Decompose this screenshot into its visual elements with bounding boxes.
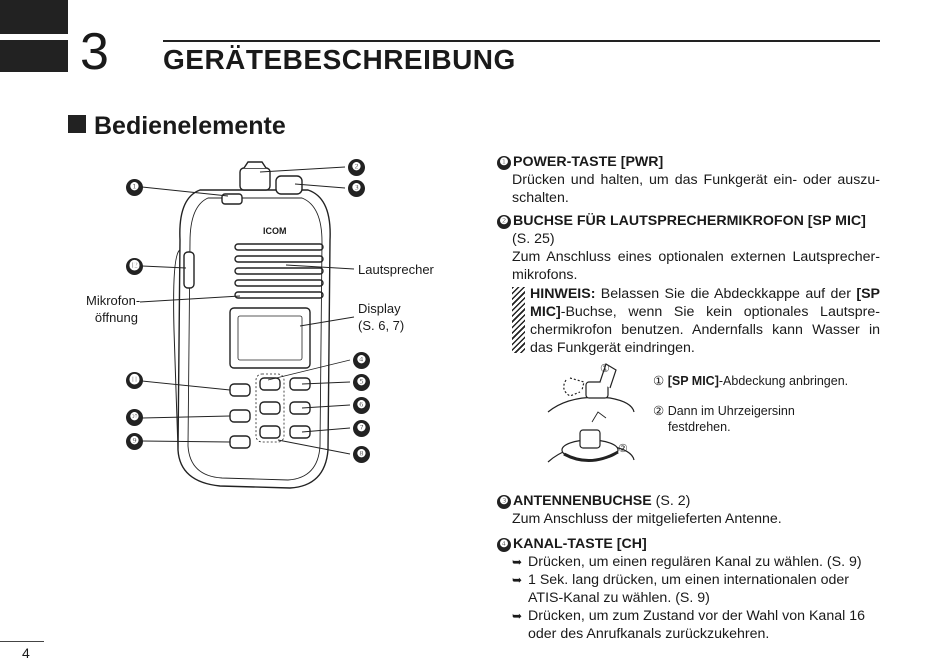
callout-4: ❹: [353, 352, 370, 369]
arrow-icon: ➥: [512, 555, 523, 569]
svg-text:①: ①: [600, 363, 610, 375]
note-text-b: -Buchse, wenn Sie kein optionales Lautspre-chermikrofon benutzen. Andernfalls kann Wasser in das Funkgerät eindringen.: [530, 304, 880, 356]
callout-6: ❻: [353, 397, 370, 414]
item-3-heading: ANTENNENBUCHSE: [513, 493, 652, 509]
brand-logo-text: ICOM: [263, 226, 287, 236]
cap-step-2: ② Dann im Uhrzeigersinn festdrehen.: [653, 404, 795, 434]
section-title: Bedienelemente: [68, 112, 286, 141]
section-square-icon: [68, 115, 86, 133]
item-1-text: Drücken und halten, um das Funkgerät ein- oder auszu-schalten.: [512, 172, 880, 206]
item-4-number: ❹: [497, 538, 511, 552]
label-mic-line1: Mikrofon-: [86, 293, 141, 308]
callout-7: ❼: [353, 420, 370, 437]
item-3-ref: (S. 2): [651, 493, 691, 509]
item-2-ref: (S. 25): [512, 231, 555, 247]
chapter-tab-bottom: [0, 40, 68, 72]
item-channel: [497, 535, 880, 643]
radio-figure: [80, 150, 480, 500]
item-3-text: Zum Anschluss der mitgelieferten Antenne.: [512, 511, 782, 527]
item-1-number: ❶: [497, 156, 511, 170]
item-power: [497, 153, 880, 207]
item-antenna: [497, 492, 880, 528]
cap-steps: [653, 373, 853, 435]
item-2-text: Zum Anschluss eines optionalen externen Lautsprecher-mikrofons.: [512, 249, 880, 283]
cap-illustration: [540, 360, 648, 468]
chapter-title: GERÄTEBESCHREIBUNG: [163, 44, 516, 75]
callout-11: ⓫: [126, 372, 143, 389]
callout-2: ❷: [348, 159, 365, 176]
cap-step-1: ① [SP MIC]-Abdeckung anbringen.: [653, 374, 849, 388]
arrow-icon: ➥: [512, 573, 523, 587]
note-bold: [SP MIC]: [530, 286, 880, 320]
chapter-tab-top: [0, 0, 68, 34]
item-2-number: ❷: [497, 215, 511, 229]
label-display-line1: Display: [358, 301, 401, 316]
item-4-bullet-3: ➥ Drücken, um zum Zustand vor der Wahl von Kanal 16 oder des Anrufkanals zurückzukehren.: [512, 608, 865, 642]
item-2-heading: BUCHSE FÜR LAUTSPRECHERMIKROFON [SP MIC]: [513, 213, 866, 229]
callout-9: ❾: [126, 433, 143, 450]
chapter-number: 3: [80, 23, 109, 81]
callout-3: ❸: [348, 180, 365, 197]
label-mic-line2: öffnung: [94, 310, 138, 325]
item-4-heading: KANAL-TASTE [CH]: [513, 536, 647, 552]
label-display-line2: (S. 6, 7): [358, 318, 405, 333]
page-number: 4: [22, 645, 30, 661]
note-text-a: Belassen Sie die Abdeckkappe auf der: [595, 286, 857, 302]
note-hatch-icon: [512, 287, 525, 353]
svg-text:②: ②: [618, 443, 628, 455]
item-sp-mic: [497, 212, 880, 284]
note-label: HINWEIS:: [530, 286, 596, 302]
item-1-heading: POWER-TASTE [PWR]: [513, 154, 664, 170]
page-rule: [0, 641, 44, 642]
callout-10: ❿: [126, 409, 143, 426]
item-4-bullet-2: ➥ 1 Sek. lang drücken, um einen internationalen oder ATIS-Kanal zu wählen. (S. 9): [512, 572, 850, 606]
note-text: [512, 285, 880, 357]
arrow-icon: ➥: [512, 609, 523, 623]
callout-8: ❽: [353, 446, 370, 463]
callout-5: ❺: [353, 374, 370, 391]
item-3-number: ❸: [497, 495, 511, 509]
callout-12: ⓬: [126, 258, 143, 275]
item-4-bullet-1: ➥ Drücken, um einen regulären Kanal zu wählen. (S. 9): [512, 554, 862, 570]
note-box: [512, 285, 880, 357]
label-speaker: Lautsprecher: [358, 262, 434, 277]
callout-1: ❶: [126, 179, 143, 196]
chapter-rule: [163, 40, 880, 42]
